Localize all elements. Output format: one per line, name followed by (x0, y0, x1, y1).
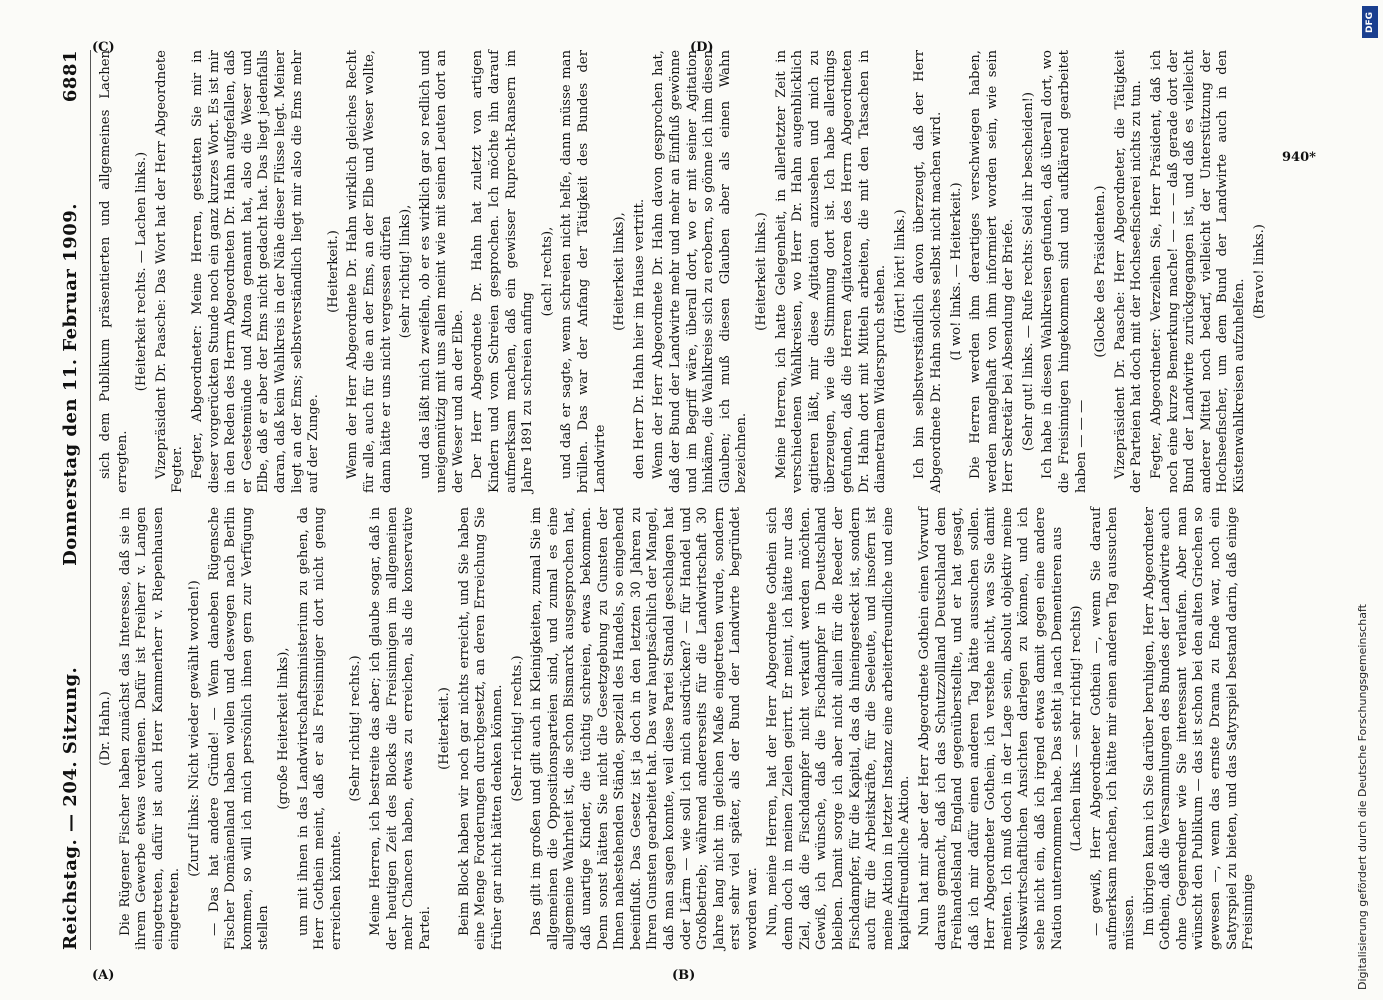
paragraph: (Zuruf links: Nicht wieder gewählt worden!) (186, 580, 202, 877)
paragraph: Das gilt im großen und gilt auch in Kleinigkeiten, zumal Sie im allgemeinen die Oppositionsparteien sind, und zumal es eine allgemeine Wahrheit ist, die schon Bismarck ausgesprochen hat, daß unartige Kinder, die tüchtig schreien, etwas bekommen. Denn sonst hätten Sie nicht die Gesetzgebung zu Gunsten der Ihnen nahestehenden Stände, speziell des Handels, so eingehend beeinflußt. Das Gesetz ist ja doch in den letzten 30 Jahren zu Ihren Gunsten gearbeitet hat. Das war hauptsächlich der Mangel, daß man sagen konnte, weil diese Partei Standal geschlagen hat oder Lärm — wie soll ich mich ausdrücken? — für Handel und Großbetrieb; während andererseits für die Landwirtschaft 30 Jahre lang nicht im gleichen Maße eingetreten wurde, sondern erst sehr viel später, als der Bund der Landwirte begründet worden war. (529, 507, 760, 950)
paragraph: (Heiterkeit rechts. — Lachen links.) (134, 151, 150, 392)
paragraph: um mit ihnen in das Landwirtschaftsministerium zu gehen, da Herr Gothein meint, daß er als Freisinniger dort nicht genug erreichen könnte. (295, 507, 344, 950)
paragraph: Nun, meine Herren, hat der Herr Abgeordnete Gothein sich denn doch in meinen Zielen geirrt. Er meint, ich hätte nur das Ziel, daß die Fischdampfer nicht verkauft werden möchten. Gewiß, ich wünsche, daß die Fischdampfer in Deutschland bleiben. Damit sorge ich aber nicht allein für die Reeder der Fischdampfer, für die Kapital, das da hineingesteckt ist, sondern auch für die Arbeitskräfte, für die Seeleute, und insofern ist meine Aktion in letzter Instanz eine arbeiterfreundliche und eine kapitalfreundliche Aktion. (764, 507, 913, 950)
paragraph: (Glocke des Präsidenten.) (1093, 185, 1109, 358)
page-number: 6881 (59, 50, 81, 103)
paragraph: (Lachen links — sehr richtig! rechts) (1069, 605, 1085, 852)
paragraph: Vizepräsident Dr. Paasche: Das Wort hat der Herr Abgeordnete Fegter. (153, 50, 186, 493)
digitization-credit: Digitalisierung gefördert durch die Deutsche Forschungsgemeinschaft (1356, 604, 1369, 990)
paragraph: Der Herr Abgeordnete Dr. Hahn hat zuletzt von artigen Kindern und vom Schreien gesprochen. Ich möchte ihn darauf aufmerksam machen, daß ein gewisser Ruprecht-Ransern im Jahre 1891 zu schreien anfing (470, 50, 536, 493)
paragraph: (Hört! hört! links.) (892, 209, 908, 334)
paragraph: Im übrigen kann ich Sie darüber beruhigen, Herr Abgeordneter Gothein, daß die Versammlungen des Bundes der Landwirte auch ohne Gegenredner wie Sie interessant verlaufen. Aber man wünscht den Publikum — das ist schon bei den alten Griechen so gewesen —, wenn das ernste Drama zu Ende war, noch ein Satyrspiel zu bieten, und das Satyrspiel bestand darin, daß einige Freisinnige (1141, 507, 1257, 950)
paragraph: (Sehr gut! links. — Rufe rechts: Seid ihr bescheiden!) (1020, 91, 1036, 452)
paragraph: Wenn der Herr Abgeordnete Dr. Hahn wirklich gleiches Recht für alle, auch für die an der Ems, an der Elbe und Weser wollte, dann hätte er uns nicht vergessen dürfen (345, 50, 394, 493)
margin-mark-a: (A) (92, 968, 115, 983)
paragraph: Wenn der Herr Abgeordnete Dr. Hahn davon gesprochen hat, daß der Bund der Landwirte mehr und mehr an Einfluß gewönne und im Begriff wäre, überall dort, wo er mit seiner Agitation hinkäme, die Wahlkreise sich zu erobern, so gönne ich ihm diesen Glauben; ich muß diesen Glauben aber als einen Wahn bezeichnen. (651, 50, 750, 493)
paragraph: (Heiterkeit links), (612, 212, 628, 331)
paragraph: (I wo! links. — Heiterkeit.) (948, 182, 964, 361)
footer-number: 940* (1282, 150, 1316, 165)
paragraph: (Bravo! links.) (1251, 224, 1267, 319)
paragraph: (Heiterkeit links.) (753, 212, 769, 331)
paragraph: und das läßt mich zweifeln, ob er es wirklich gar so redlich und uneigennützig mit uns allen meint wie mit seinen Leuten dort an der Weser und an der Elbe. (417, 50, 466, 493)
margin-mark-d: (D) (690, 40, 714, 55)
paragraph: Beim Block haben wir noch gar nichts erreicht, und Sie haben eine Menge Forderungen durchgesetzt, an deren Erreichung Sie früher gar nicht hätten denken können. (456, 507, 506, 950)
margin-mark-b: (B) (672, 968, 696, 983)
paragraph: Die Herren werden ihm derartiges verschwiegen haben, werden mangelhaft von ihm informiert worden sein, wie sein Herr Sekretär bei Absendung der Briefe. (968, 50, 1017, 493)
paragraph: Nun hat mir aber der Herr Abgeordnete Gothein einen Vorwurf daraus gemacht, daß ich das Schutzzollland Deutschland dem Freihandelsland England gegenüberstellte, und er hat gesagt, daß ich mir dafür einen anderen Tag hätte aussuchen sollen. Herr Abgeordneter Gothein, ich verstehe nicht, was Sie damit meinten. Ich muß doch in der Lage sein, absolut objektiv meine volkswirtschaftlichen Ansichten darlegen zu können, und ich sehe nicht ein, daß ich irgend etwas damit gegen eine andere Nation unternommen habe. Das steht ja nach Dementieren aus (916, 507, 1065, 950)
paragraph: Meine Herren, ich bestreite das aber; ich glaube sogar, daß in der heutigen Zeit des Blocks die Freisinnigen im allgemeinen mehr Chancen haben, etwas zu erreichen, als die konservative Partei. (367, 507, 433, 950)
margin-mark-c: (C) (92, 40, 115, 55)
paragraph: Die Rügener Fischer haben zunächst das Interesse, daß sie in ihrem Gewerbe etwas verdienen. Dafür ist Freiherr v. Langen eingetreten, dafür ist auch Herr Kammerherr v. Riepenhausen eingetreten. (117, 507, 183, 950)
paragraph: Fegter, Abgeordneter: Meine Herren, gestatten Sie mir in dieser vorgerückten Stunde noch ein ganz kurzes Wort. Es ist mir in den Reden des Herrn Abgeordneten Dr. Hahn aufgefallen, daß er Geestemünde und Altona genannt hat, also die Weser und Elbe, daß er aber der Ems nicht gedacht hat. Das liegt jedenfalls daran, daß kein Wahlkreis in der Nähe dieser Flüsse liegt. Meiner liegt an der Ems; selbstverständlich liegt mir also die Ems mehr auf der Zunge. (189, 50, 322, 493)
right-column (98, 50, 1267, 493)
dfg-logo: DFG (1362, 6, 1378, 38)
paragraph: (ach! rechts), (539, 226, 555, 317)
paragraph: — gewiß, Herr Abgeordneter Gothein —, wenn Sie darauf aufmerksam machen, ich hätte mir einen anderen Tag aussuchen müssen. (1088, 507, 1138, 950)
paragraph: Fegter, Abgeordneter: Verzeihen Sie, Herr Präsident, daß ich noch eine kurze Bemerkung mache! — — — daß gerade dort der Bund der Landwirte zurückgegangen ist, und daß es vielleicht anderer Mittel noch bedarf, vielleicht der Unterstützung der Hochseefischer, um dem Bund der Landwirte auch in den Küstenwahlkreisen aufzuhelfen. (1149, 50, 1247, 493)
header-left: Reichstag. — 204. Sitzung. (59, 666, 81, 950)
paragraph: sich dem Publikum präsentierten und allgemeines Lachen erregten. (98, 50, 130, 493)
rotated-page-content (50, 50, 1340, 950)
paragraph: (sehr richtig! links), (398, 204, 414, 339)
paragraph: Meine Herren, ich hatte Gelegenheit, in allerletzter Zeit in verschiedenen Wahlkreisen, wo Herr Dr. Hahn augenblicklich agitieren läßt, mir diese Agitation anzusehen und mich zu überzeugen, wie die Stimmung dort ist. Ich habe allerdings gefunden, daß die Herren Agitatoren des Herrn Abgeordneten Dr. Hahn dort mit Mitteln arbeiten, die mit den Tatsachen in diametralem Widerspruch stehen. (773, 50, 889, 493)
paragraph: Ich bin selbstverständlich davon überzeugt, daß der Herr Abgeordnete Dr. Hahn solches selbst nicht machen wird. (912, 50, 944, 493)
paragraph: Vizepräsident Dr. Paasche: Herr Abgeordneter, die Tätigkeit der Parteien hat doch mit der Hochseefischerei nichts zu tun. (1112, 50, 1145, 493)
paragraph: — Das hat andere Gründe! — Wenn daneben Rügensche Fischer Domänenland haben wollen und deswegen nach Berlin kommen, so will ich mich persönlich ihnen gern zur Verfügung stellen (206, 507, 272, 950)
paragraph: (große Heiterkeit links), (275, 647, 291, 810)
paragraph: Ich habe in diesen Wahlkreisen gefunden, daß überall dort, wo die Freisinnigen hingekommen sind und aufklärend gearbeitet haben — — — (1040, 50, 1089, 493)
paragraph: (Heiterkeit.) (437, 687, 453, 770)
paragraph: den Herr Dr. Hahn hier im Hause vertritt. (631, 198, 647, 479)
paragraph: (Dr. Hahn.) (98, 691, 113, 766)
left-column (98, 507, 1257, 950)
paragraph: und daß er sagte, wenn schreien nicht helfe, dann müsse man brüllen. Das war der Anfang der Tätigkeit des Bundes der Landwirte (559, 50, 608, 493)
text-columns (98, 50, 1267, 950)
paragraph: (Heiterkeit.) (325, 230, 341, 313)
paragraph: (Sehr richtig! rechts.) (348, 655, 364, 802)
paragraph: (Sehr richtig! rechts.) (509, 655, 525, 802)
header-date: Donnerstag den 11. Februar 1909. (59, 202, 81, 566)
page-header (50, 50, 91, 950)
